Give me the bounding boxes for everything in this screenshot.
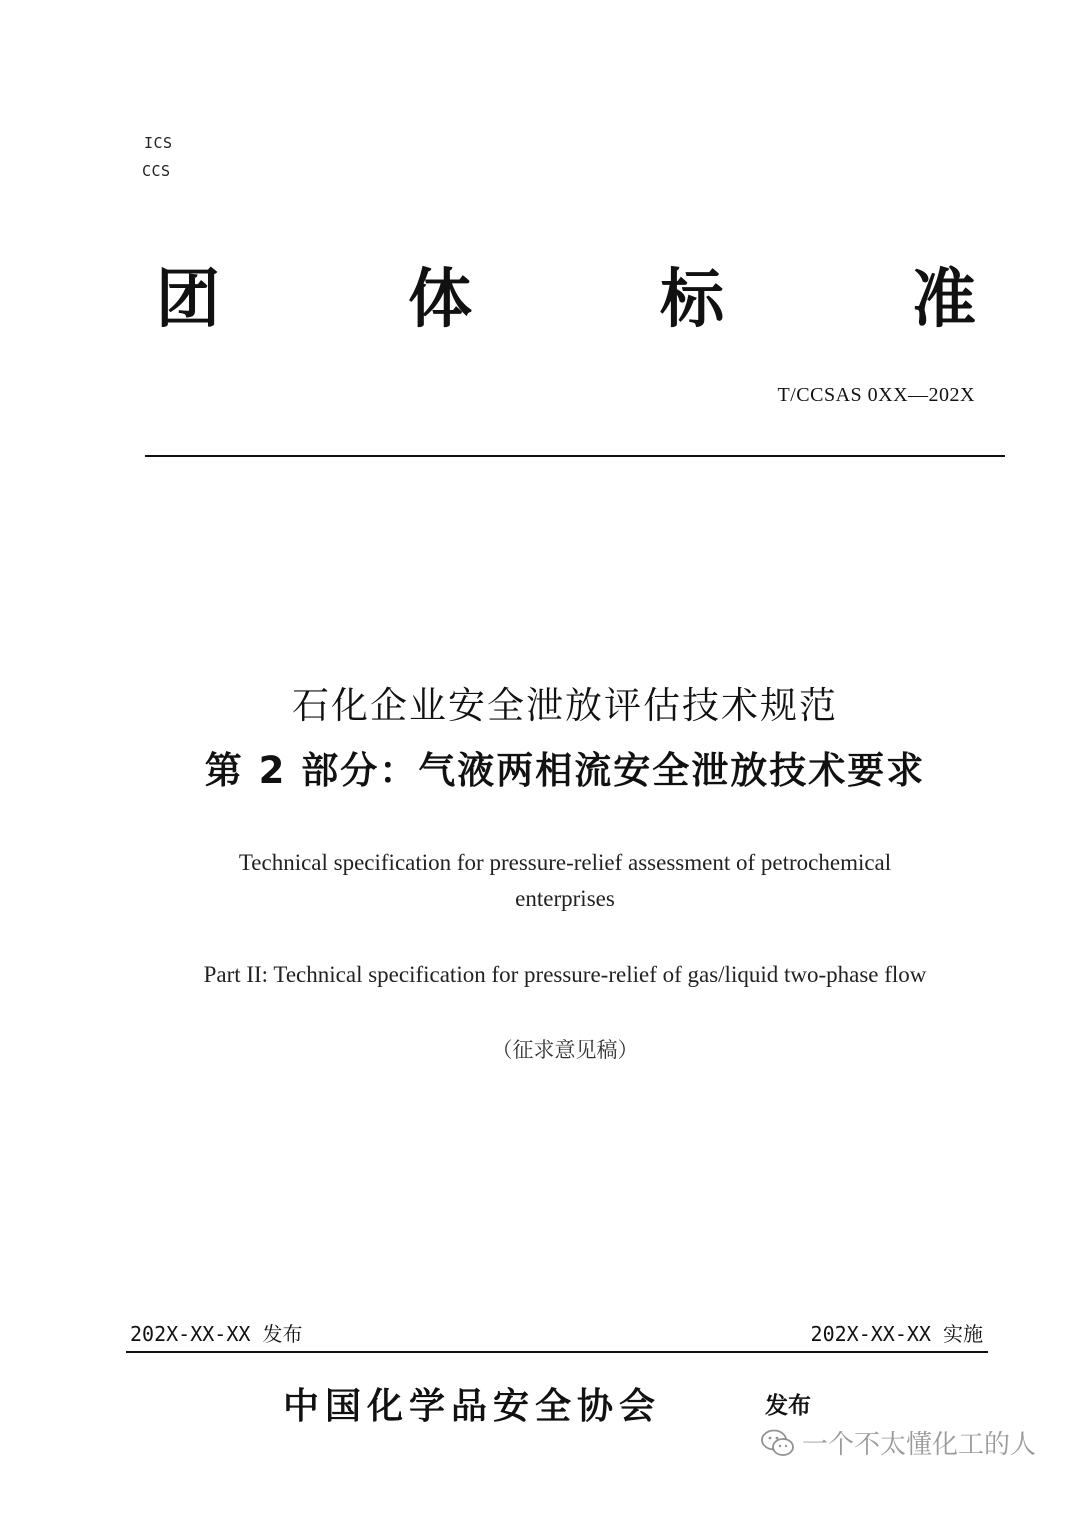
publisher-name: 中国化学品安全协会 xyxy=(283,1386,662,1427)
standard-type-char: 体 xyxy=(408,263,472,337)
bottom-divider xyxy=(126,1351,988,1353)
standard-type-char: 准 xyxy=(912,263,976,337)
standard-type-char: 标 xyxy=(660,263,724,337)
draft-note: （征求意见稿） xyxy=(491,1038,639,1062)
watermark-text: 一个不太懂化工的人 xyxy=(802,1430,1037,1460)
publisher-action: 发布 xyxy=(765,1393,811,1419)
wechat-icon xyxy=(760,1428,796,1458)
title-english-line2: enterprises xyxy=(515,886,615,911)
ccs-label: CCS xyxy=(142,162,171,180)
title-chinese: 石化企业安全泄放评估技术规范 xyxy=(292,684,838,727)
ics-label: ICS xyxy=(144,134,173,152)
standard-type-char: 团 xyxy=(156,263,220,337)
subtitle-english: Part II: Technical specification for pressure-relief of gas/liquid two-phase flow xyxy=(203,962,927,987)
top-divider xyxy=(145,455,1005,457)
effective-date: 202X-XX-XX 实施 xyxy=(810,1322,983,1346)
subtitle-chinese: 第 2 部分：气液两相流安全泄放技术要求 xyxy=(204,749,926,792)
title-english-line1: Technical specification for pressure-relief assessment of petrochemical xyxy=(238,850,892,875)
publish-date: 202X-XX-XX 发布 xyxy=(130,1322,303,1346)
document-number: T/CCSAS 0XX—202X xyxy=(777,384,975,406)
watermark xyxy=(760,1424,1036,1461)
